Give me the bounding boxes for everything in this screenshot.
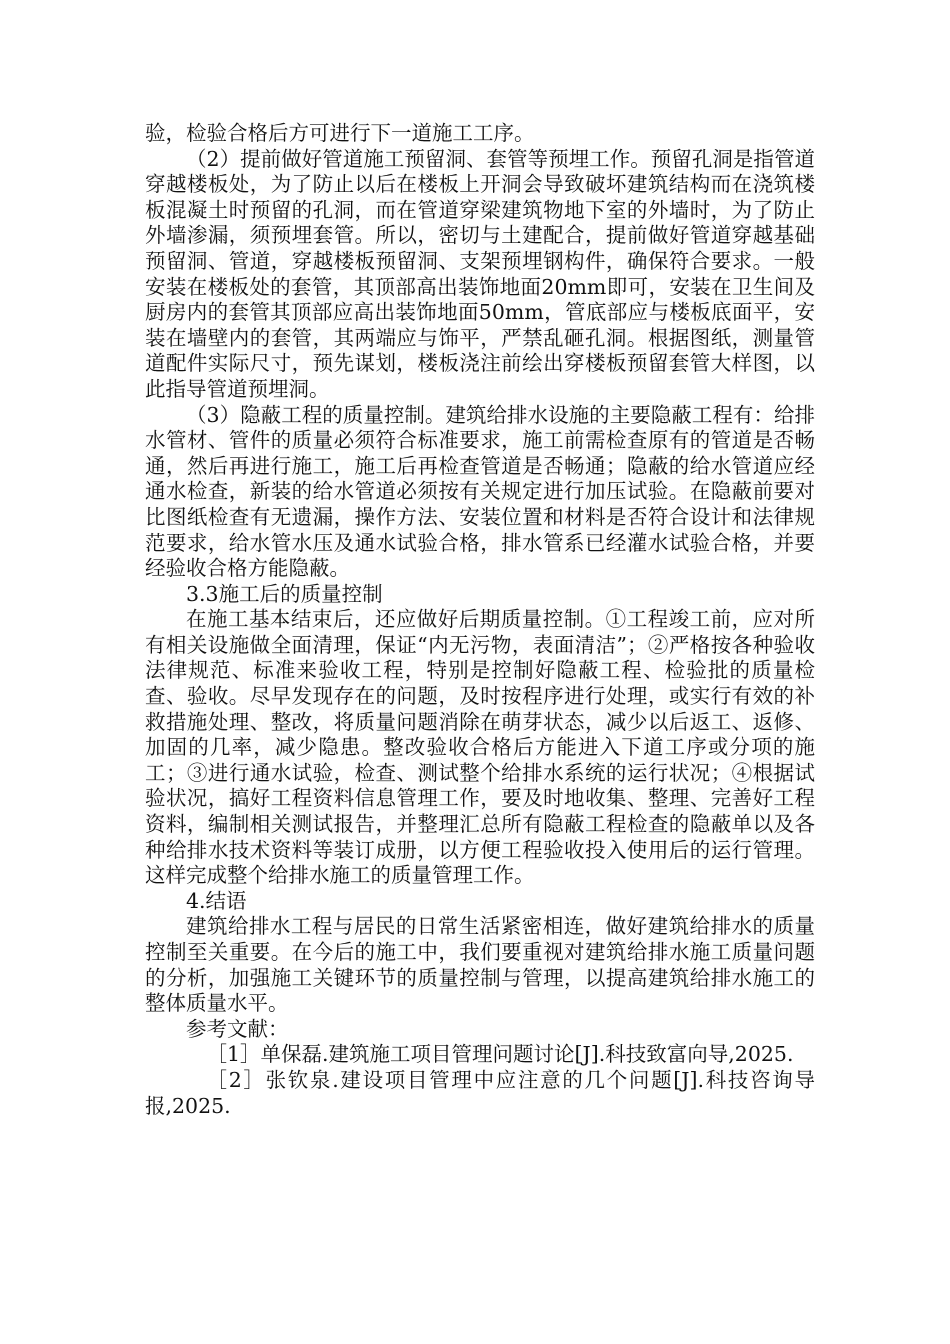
- document-body: [145, 121, 815, 1119]
- section-heading-4: 4.结语: [186, 888, 247, 913]
- section-heading-3-3: 3.3施工后的质量控制: [186, 581, 383, 606]
- paragraph-concealed-works: （3）隐蔽工程的质量控制。建筑给排水设施的主要隐蔽工程有：给排水管材、管件的质量必须符合标准要求，施工前需检查原有的管道是否畅通，然后再进行施工，施工后再检查管道是否畅通；隐蔽的给水管道应经通水检查，新装的给水管道必须按有关规定进行加压试验。在隐蔽前要对比图纸检查有无遗漏，操作方法、安装位置和材料是否符合设计和法律规范要求，给水管水压及通水试验合格，排水管系已经灌水试验合格，并要经验收合格方能隐蔽。: [145, 402, 815, 581]
- paragraph-preembedded-work: （2）提前做好管道施工预留洞、套管等预埋工作。预留孔洞是指管道穿越楼板处，为了防止以后在楼板上开洞会导致破坏建筑结构而在浇筑楼板混凝土时预留的孔洞，而在管道穿梁建筑物地下室的外墙时，为了防止外墙渗漏，须预埋套管。所以，密切与土建配合，提前做好管道穿越基础预留洞、管道，穿越楼板预留洞、支架预埋钢构件，确保符合要求。一般安装在楼板处的套管，其顶部高出装饰地面20mm即可，安装在卫生间及厨房内的套管其顶部应高出装饰地面50mm，管底部应与楼板底面平，安装在墙壁内的套管，其两端应与饰平，严禁乱砸孔洞。根据图纸，测量管道配件实际尺寸，预先谋划，楼板浇注前绘出穿楼板预留套管大样图，以此指导管道预埋洞。: [145, 146, 815, 401]
- reference-item-1: ［1］单保磊.建筑施工项目管理问题讨论[J].科技致富向导,2025.: [206, 1042, 794, 1067]
- references-heading: 参考文献：: [186, 1016, 289, 1041]
- paragraph-continuation: 验，检验合格后方可进行下一道施工工序。: [145, 121, 535, 145]
- paragraph-conclusion: 建筑给排水工程与居民的日常生活紧密相连，做好建筑给排水的质量控制至关重要。在今后的施工中，我们要重视对建筑给排水施工质量问题的分析，加强施工关键环节的质量控制与管理，以提高建筑给排水施工的整体质量水平。: [145, 914, 815, 1016]
- reference-item-2: ［2］张钦泉.建设项目管理中应注意的几个问题[J].科技咨询导报,2025.: [145, 1067, 815, 1118]
- paragraph-post-construction: 在施工基本结束后，还应做好后期质量控制。①工程竣工前，应对所有相关设施做全面清理，保证“内无污物，表面清洁”；②严格按各种验收法律规范、标准来验收工程，特别是控制好隐蔽工程、检验批的质量检查、验收。尽早发现存在的问题，及时按程序进行处理，或实行有效的补救措施处理、整改，将质量问题消除在萌芽状态，减少以后返工、返修、加固的几率，减少隐患。整改验收合格后方能进入下道工序或分项的施工；③进行通水试验，检查、测试整个给排水系统的运行状况；④根据试验状况，搞好工程资料信息管理工作，要及时地收集、整理、完善好工程资料，编制相关测试报告，并整理汇总所有隐蔽工程检查的隐蔽单以及各种给排水技术资料等装订成册，以方便工程验收投入使用后的运行管理。这样完成整个给排水施工的质量管理工作。: [145, 607, 815, 888]
